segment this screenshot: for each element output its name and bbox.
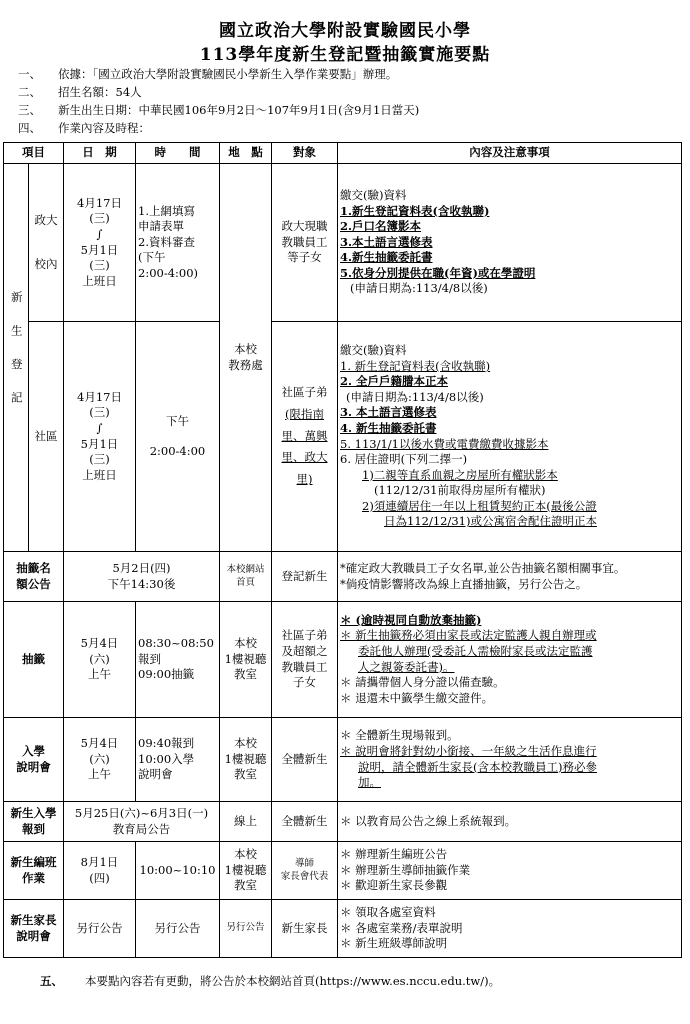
time-line: 下午 xyxy=(166,413,189,428)
content-cell xyxy=(338,718,682,802)
date-line: 上午 xyxy=(88,667,111,682)
content-line: (申請日期為:113/4/8以後) xyxy=(350,281,488,296)
content-line: 3. 本土語言選修表 xyxy=(340,405,437,420)
row-label-cell xyxy=(4,900,64,958)
target-line: 全體新生 xyxy=(281,813,328,828)
place-line: 1樓視聽 xyxy=(224,651,267,666)
content-line: 委託他人辦理(受委託人需檢附家長或法定監護 xyxy=(358,643,593,658)
datetime-cell xyxy=(64,802,220,842)
target-line: (限指南 xyxy=(285,406,324,421)
target-cell xyxy=(272,842,338,900)
content-line: ＊ 說明會將針對幼小銜接、一年級之生活作息進行 xyxy=(340,743,597,758)
time-line: 08:30~08:50 xyxy=(138,636,214,651)
content-title: 繳交(驗)資料 xyxy=(340,188,407,203)
content-line: (申請日期為:113/4/8以後) xyxy=(346,389,484,404)
date-line: ∫ xyxy=(96,420,103,435)
time-line: 10:00入學 xyxy=(138,751,195,766)
time-line: 另行公告 xyxy=(154,920,201,935)
content-line: 5. 113/1/1以後水費或電費繳費收據影本 xyxy=(340,436,549,451)
target-cell xyxy=(272,900,338,958)
place-line: 線上 xyxy=(234,813,257,828)
target-line: 社區子弟 xyxy=(281,628,328,643)
content-line: 說明，請全體新生家長(含本校教職員工)務必參 xyxy=(358,759,597,774)
datetime-line: 教育局公告 xyxy=(112,821,171,836)
row-label: 抽籤 xyxy=(22,651,45,666)
place-cell xyxy=(220,900,272,958)
table-row xyxy=(4,718,682,802)
sub-label-community: 社區 xyxy=(34,428,58,443)
time-cell xyxy=(136,842,220,900)
content-line: 4. 新生抽籤委託書 xyxy=(340,420,437,435)
target-line: 里) xyxy=(296,472,313,487)
date-cell xyxy=(64,602,136,718)
place-line: 1樓視聽 xyxy=(224,751,267,766)
content-line: ＊ 新生班級導師說明 xyxy=(340,936,448,951)
content-line: ＊ (逾時視同自動放棄抽籤) xyxy=(340,612,482,627)
target-cell xyxy=(272,718,338,802)
content-line: 4.新生抽籤委託書 xyxy=(340,250,433,265)
row-label: 額公告 xyxy=(16,576,51,591)
place-line: 本校 xyxy=(234,341,257,356)
place-cell xyxy=(220,842,272,900)
content-cell xyxy=(338,802,682,842)
content-line: 6. 居住證明(下列二擇一) xyxy=(340,452,468,467)
date-cell xyxy=(64,164,136,322)
content-line: 5.依身分別提供在職(年資)或在學證明 xyxy=(340,265,536,280)
place-line: 本校 xyxy=(234,736,257,751)
place-cell xyxy=(220,602,272,718)
place-line: 教務處 xyxy=(228,357,263,372)
content-line: 2. 全戶戶籍謄本正本 xyxy=(340,374,449,389)
reg-label: 新生登記 xyxy=(9,290,24,425)
date-cell xyxy=(64,842,136,900)
target-line: 等子女 xyxy=(287,250,322,265)
row-label: 說明會 xyxy=(16,928,51,943)
target-line: 登記新生 xyxy=(281,568,328,583)
time-line: 10:00~10:10 xyxy=(139,862,216,877)
date-line: 4月17日 xyxy=(77,195,122,210)
time-line: 2:00-4:00) xyxy=(138,265,199,280)
row-label: 新生編班 xyxy=(10,854,57,869)
content-line: ＊ 以教育局公告之線上系統報到。 xyxy=(340,813,517,828)
place-line: 本校 xyxy=(234,636,257,651)
col-header-place: 地 點 xyxy=(220,143,272,164)
time-line: (下午 xyxy=(138,250,166,265)
date-line: (三) xyxy=(89,258,110,273)
schedule-table xyxy=(3,142,682,958)
date-line: ∫ xyxy=(96,226,103,241)
sub-label-nccu: 政大 xyxy=(34,212,58,227)
date-line: (三) xyxy=(89,211,110,226)
table-row xyxy=(4,602,682,718)
content-line: 1)二親等直系血親之房屋所有權狀影本 xyxy=(362,467,558,482)
datetime-line: 下午14:30後 xyxy=(107,576,176,591)
date-cell xyxy=(64,718,136,802)
time-line: 2:00-4:00 xyxy=(149,443,206,458)
content-cell xyxy=(338,900,682,958)
time-line: 1.上網填寫 xyxy=(138,203,195,218)
col-header-date: 日 期 xyxy=(64,143,136,164)
content-line: ＊ 領取各處室資料 xyxy=(340,905,436,920)
content-line: *倘疫情影響將改為線上直播抽籤，另行公告之。 xyxy=(340,576,588,591)
row-label-cell xyxy=(4,602,64,718)
target-cell xyxy=(272,602,338,718)
place-line: 首頁 xyxy=(235,576,255,588)
target-line: 社區子弟 xyxy=(281,384,328,399)
row-label: 入學 xyxy=(22,743,45,758)
target-line: 及超額之 xyxy=(281,643,328,658)
target-line: 家長會代表 xyxy=(280,870,329,882)
content-cell xyxy=(338,602,682,718)
target-line: 教職員工 xyxy=(281,234,328,249)
time-line: 09:40報到 xyxy=(138,736,195,751)
date-line: (六) xyxy=(89,751,110,766)
content-line: 3.本土語言選修表 xyxy=(340,234,433,249)
row-label: 新生家長 xyxy=(10,912,57,927)
sub-label-cell xyxy=(29,164,64,322)
row-label-cell xyxy=(4,802,64,842)
date-line: 5月4日 xyxy=(80,736,119,751)
target-line: 全體新生 xyxy=(281,751,328,766)
content-line: 人之親簽委託書)。 xyxy=(358,659,455,674)
time-line: 報到 xyxy=(138,651,161,666)
place-cell xyxy=(220,552,272,602)
date-line: (四) xyxy=(89,870,110,885)
date-line: 5月1日 xyxy=(80,242,119,257)
time-cell xyxy=(136,164,220,322)
time-cell xyxy=(136,602,220,718)
target-line: 導師 xyxy=(294,857,314,869)
content-line: 日為112/12/31)或公寓宿舍配住證明正本 xyxy=(384,514,597,529)
content-line: ＊ 辦理新生導師抽籤作業 xyxy=(340,862,471,877)
date-cell xyxy=(64,322,136,552)
date-line: 5月1日 xyxy=(80,436,119,451)
time-line: 2.資料審查 xyxy=(138,234,195,249)
col-header-time: 時 間 xyxy=(136,143,220,164)
date-line: 上午 xyxy=(88,767,111,782)
target-cell xyxy=(272,552,338,602)
time-cell xyxy=(136,322,220,552)
content-line: ＊ 全體新生現場報到。 xyxy=(340,728,459,743)
row-label: 報到 xyxy=(22,821,45,836)
table-row xyxy=(4,322,682,552)
content-cell xyxy=(338,322,682,552)
target-cell xyxy=(272,322,338,552)
table-row xyxy=(4,552,682,602)
col-header-item: 項目 xyxy=(4,143,64,164)
target-line: 政大現職 xyxy=(281,219,328,234)
item-quota: 二、 招生名額：54人 xyxy=(18,85,142,99)
row-label: 說明會 xyxy=(16,759,51,774)
content-line: (112/12/31前取得房屋所有權狀) xyxy=(374,483,546,498)
item-birthdate: 三、 新生出生日期：中華民國106年9月2日～107年9月1日(含9月1日當天) xyxy=(18,103,420,117)
place-line: 教室 xyxy=(234,767,257,782)
content-cell xyxy=(338,552,682,602)
content-line: ＊ 退還未中籤學生繳交證件。 xyxy=(340,690,494,705)
place-line: 本校 xyxy=(234,847,257,862)
target-line: 子女 xyxy=(293,675,316,690)
place-line: 另行公告 xyxy=(226,922,265,934)
date-line: (三) xyxy=(89,405,110,420)
target-cell xyxy=(272,802,338,842)
date-line: 另行公告 xyxy=(76,920,123,935)
date-line: (六) xyxy=(89,651,110,666)
footer-note: 五、 本要點內容若有更動，將公告於本校網站首頁(https://www.es.nccu.edu.tw/)。 xyxy=(40,974,501,988)
sub-label-cell xyxy=(29,322,64,552)
content-cell xyxy=(338,842,682,900)
col-header-target: 對象 xyxy=(272,143,338,164)
document-subtitle: 113學年度新生登記暨抽籤實施要點 xyxy=(199,45,491,65)
place-line: 教室 xyxy=(234,878,257,893)
row-label-cell xyxy=(4,718,64,802)
target-cell xyxy=(272,164,338,322)
place-line: 1樓視聽 xyxy=(224,862,267,877)
table-header-row xyxy=(4,143,682,164)
place-line: 教室 xyxy=(234,667,257,682)
place-cell xyxy=(220,718,272,802)
date-line: 上班日 xyxy=(82,273,117,288)
row-label-cell xyxy=(4,552,64,602)
target-line: 里、政大 xyxy=(281,450,328,465)
item-basis: 一、 依據：「國立政治大學附設實驗國民小學新生入學作業要點」辦理。 xyxy=(18,67,398,81)
place-cell xyxy=(220,802,272,842)
place-line: 本校網站 xyxy=(226,563,265,575)
table-row xyxy=(4,164,682,322)
content-line: 1.新生登記資料表(含收執聯) xyxy=(340,203,490,218)
content-cell xyxy=(338,164,682,322)
table-row xyxy=(4,842,682,900)
content-line: 2.戶口名簿影本 xyxy=(340,219,422,234)
reg-label-cell xyxy=(4,164,29,552)
date-line: 上班日 xyxy=(82,467,117,482)
date-line: 5月4日 xyxy=(80,636,119,651)
table-row xyxy=(4,900,682,958)
time-line: 09:00抽籤 xyxy=(138,667,195,682)
datetime-line: 5月2日(四) xyxy=(112,560,171,575)
time-cell xyxy=(136,900,220,958)
item-schedule: 四、 作業內容及時程： xyxy=(18,121,150,135)
target-line: 新生家長 xyxy=(281,920,328,935)
content-line: *確定政大教職員工子女名單,並公告抽籤名額相關事宜。 xyxy=(340,560,626,575)
date-line: (三) xyxy=(89,452,110,467)
row-label: 作業 xyxy=(22,870,45,885)
row-label: 抽籤名 xyxy=(16,560,51,575)
place-cell xyxy=(220,164,272,552)
date-cell xyxy=(64,900,136,958)
table-row xyxy=(4,802,682,842)
content-line: ＊ 辦理新生編班公告 xyxy=(340,847,448,862)
content-line: 1. 新生登記資料表(含收執聯) xyxy=(340,358,491,373)
row-label-cell xyxy=(4,842,64,900)
time-line: 申請表單 xyxy=(138,219,184,234)
time-cell xyxy=(136,718,220,802)
row-label: 新生入學 xyxy=(10,805,57,820)
date-line: 8月1日 xyxy=(80,854,119,869)
document-title: 國立政治大學附設實驗國民小學 xyxy=(219,21,471,41)
content-line: 加。 xyxy=(358,775,381,790)
content-line: ＊ 各處室業務/表單說明 xyxy=(340,920,463,935)
time-line: 說明會 xyxy=(138,767,173,782)
datetime-cell xyxy=(64,552,220,602)
date-line: 4月17日 xyxy=(77,389,122,404)
content-line: ＊ 請攜帶個人身分證以備查驗。 xyxy=(340,675,505,690)
content-line: ＊ 新生抽籤務必須由家長或法定監護人親自辦理或 xyxy=(340,628,597,643)
content-line: 2)須連續居住一年以上租賃契約正本(最後公證 xyxy=(362,498,597,513)
target-line: 里、萬興 xyxy=(281,428,328,443)
col-header-content: 內容及注意事項 xyxy=(338,143,682,164)
datetime-line: 5月25日(六)~6月3日(一) xyxy=(74,805,209,820)
content-title: 繳交(驗)資料 xyxy=(340,343,407,358)
content-line: ＊ 歡迎新生家長參觀 xyxy=(340,878,448,893)
target-line: 教職員工 xyxy=(281,659,328,674)
sub-label-campus: 校內 xyxy=(34,256,58,271)
